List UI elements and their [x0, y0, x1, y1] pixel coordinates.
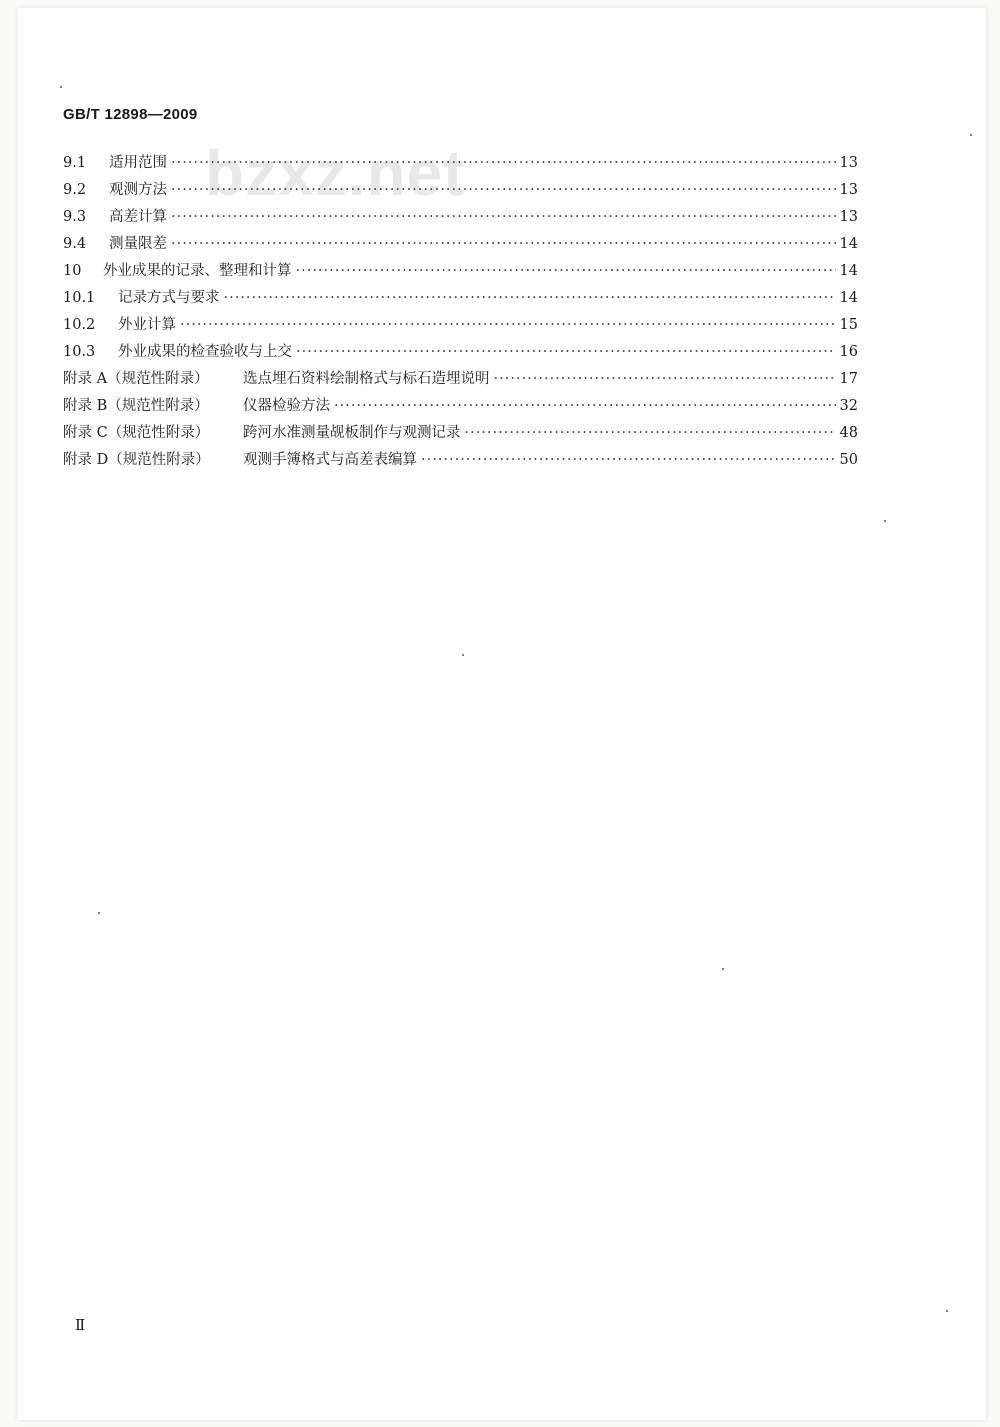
leader-dots [171, 150, 836, 177]
toc-appendix-label: 附录 D（规范性附录） [63, 452, 210, 468]
toc-page-number: 50 [839, 452, 858, 468]
toc-entry-appendix-a[interactable] [63, 366, 858, 393]
leader-dots [171, 204, 836, 231]
toc-entry-9-4[interactable] [63, 231, 858, 258]
toc-appendix-label: 附录 B（规范性附录） [63, 398, 209, 414]
toc-number: 10.2 [63, 317, 96, 333]
toc-entry-10-1[interactable] [63, 285, 858, 312]
toc-title: 测量限差 [109, 236, 167, 252]
toc-page-number: 16 [839, 344, 858, 360]
footer-page-number: Ⅱ [75, 1316, 86, 1334]
toc-page-number: 48 [839, 425, 858, 441]
toc-number: 9.2 [63, 182, 87, 198]
toc-page-number: 13 [839, 155, 858, 171]
toc-title: 外业成果的记录、整理和计算 [103, 263, 292, 279]
toc-title: 高差计算 [109, 209, 167, 225]
toc-entry-10[interactable] [63, 258, 858, 285]
toc-number: 9.4 [63, 236, 87, 252]
toc-appendix-label: 附录 A（规范性附录） [63, 371, 209, 387]
toc-title: 选点埋石资料绘制格式与标石造埋说明 [243, 371, 490, 387]
toc-entry-appendix-c[interactable] [63, 420, 858, 447]
leader-dots [180, 312, 836, 339]
toc-entry-appendix-b[interactable] [63, 393, 858, 420]
toc-title: 适用范围 [109, 155, 167, 171]
toc-entry-appendix-d[interactable] [63, 447, 858, 474]
toc-title: 观测方法 [109, 182, 167, 198]
toc-appendix-label: 附录 C（规范性附录） [63, 425, 210, 441]
toc-entry-9-1[interactable] [63, 150, 858, 177]
leader-dots [421, 447, 836, 474]
scan-speck [722, 968, 724, 970]
leader-dots [296, 258, 836, 285]
scan-speck [884, 520, 886, 522]
toc-page-number: 13 [839, 209, 858, 225]
toc-title: 外业成果的检查验收与上交 [118, 344, 292, 360]
scan-speck [462, 654, 464, 656]
toc-page-number: 13 [839, 182, 858, 198]
toc-title: 外业计算 [118, 317, 176, 333]
toc-number: 10 [63, 263, 82, 279]
watermark: bzxz.net [205, 137, 466, 209]
table-of-contents [63, 150, 858, 474]
toc-title: 记录方式与要求 [118, 290, 220, 306]
scan-speck [60, 86, 62, 88]
toc-number: 10.3 [63, 344, 96, 360]
toc-page-number: 15 [839, 317, 858, 333]
toc-title: 仪器检验方法 [243, 398, 330, 414]
toc-number: 10.1 [63, 290, 96, 306]
toc-number: 9.3 [63, 209, 87, 225]
toc-page-number: 14 [839, 236, 858, 252]
toc-page-number: 14 [839, 290, 858, 306]
leader-dots [171, 231, 836, 258]
toc-page-number: 32 [839, 398, 858, 414]
toc-entry-9-3[interactable] [63, 204, 858, 231]
toc-page-number: 17 [839, 371, 858, 387]
toc-entry-10-2[interactable] [63, 312, 858, 339]
toc-entry-9-2[interactable] [63, 177, 858, 204]
leader-dots [494, 366, 836, 393]
toc-number: 9.1 [63, 155, 87, 171]
leader-dots [224, 285, 836, 312]
leader-dots [296, 339, 836, 366]
toc-entry-10-3[interactable] [63, 339, 858, 366]
toc-page-number: 14 [839, 263, 858, 279]
scan-speck [970, 134, 972, 136]
document-code: GB/T 12898—2009 [63, 106, 198, 123]
toc-title: 观测手簿格式与高差表编算 [243, 452, 417, 468]
scan-speck [946, 1310, 948, 1312]
leader-dots [334, 393, 836, 420]
leader-dots [465, 420, 836, 447]
scan-speck [98, 912, 100, 914]
leader-dots [171, 177, 836, 204]
toc-title: 跨河水准测量觇板制作与观测记录 [243, 425, 461, 441]
